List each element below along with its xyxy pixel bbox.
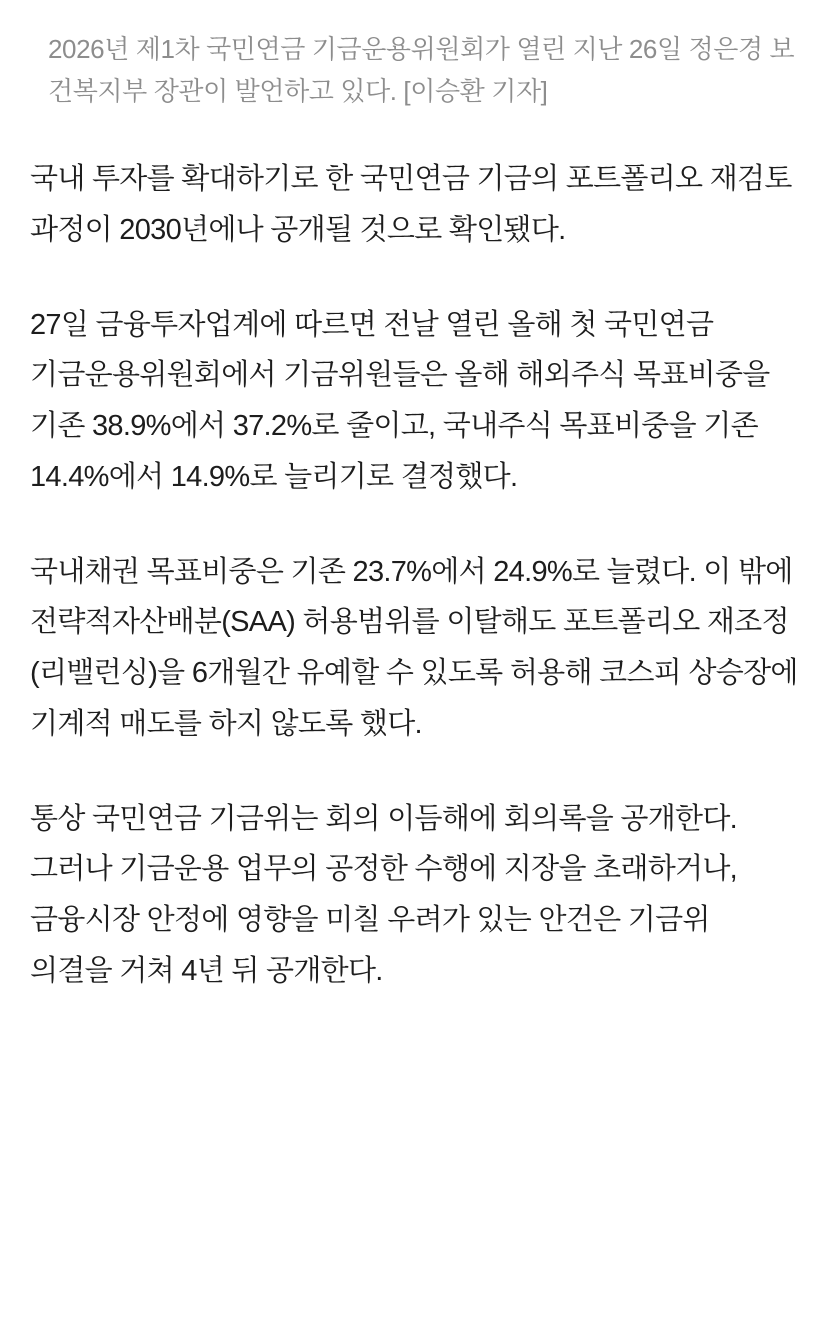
article-paragraph: 국내채권 목표비중은 기존 23.7%에서 24.9%로 늘렸다. 이 밖에 전략적자산배분(SAA) 허용범위를 이탈해도 포트폴리오 재조정(리밸런싱)을 6개월간 유예할 수 있도록 허용해 코스피 상승장에 기계적 매도를 하지 않도록 했다. — [30, 555, 798, 740]
article-paragraph: 통상 국민연금 기금위는 회의 이듬해에 회의록을 공개한다. 그러나 기금운용 업무의 공정한 수행에 지장을 초래하거나, 금융시장 안정에 영향을 미칠 우려가 있는 안건은 기금위 의결을 거쳐 4년 뒤 공개한다. — [30, 802, 738, 987]
body-top-spacer — [30, 112, 799, 154]
article-paragraph: 27일 금융투자업계에 따르면 전날 열린 올해 첫 국민연금 기금운용위원회에서 기금위원들은 올해 해외주식 목표비중을 기존 38.9%에서 37.2%로 줄이고, 국내주식 목표비중을 기존 14.4%에서 14.9%로 늘리기로 결정했다. — [30, 308, 770, 493]
article-paragraph: 국내 투자를 확대하기로 한 국민연금 기금의 포트폴리오 재검토 과정이 2030년에나 공개될 것으로 확인됐다. — [30, 163, 792, 246]
article-body — [0, 112, 835, 997]
top-spacer — [0, 0, 835, 12]
photo-caption: 2026년 제1차 국민연금 기금운용위원회가 열린 지난 26일 정은경 보건복지부 장관이 발언하고 있다. [이승환 기자] — [48, 34, 795, 107]
